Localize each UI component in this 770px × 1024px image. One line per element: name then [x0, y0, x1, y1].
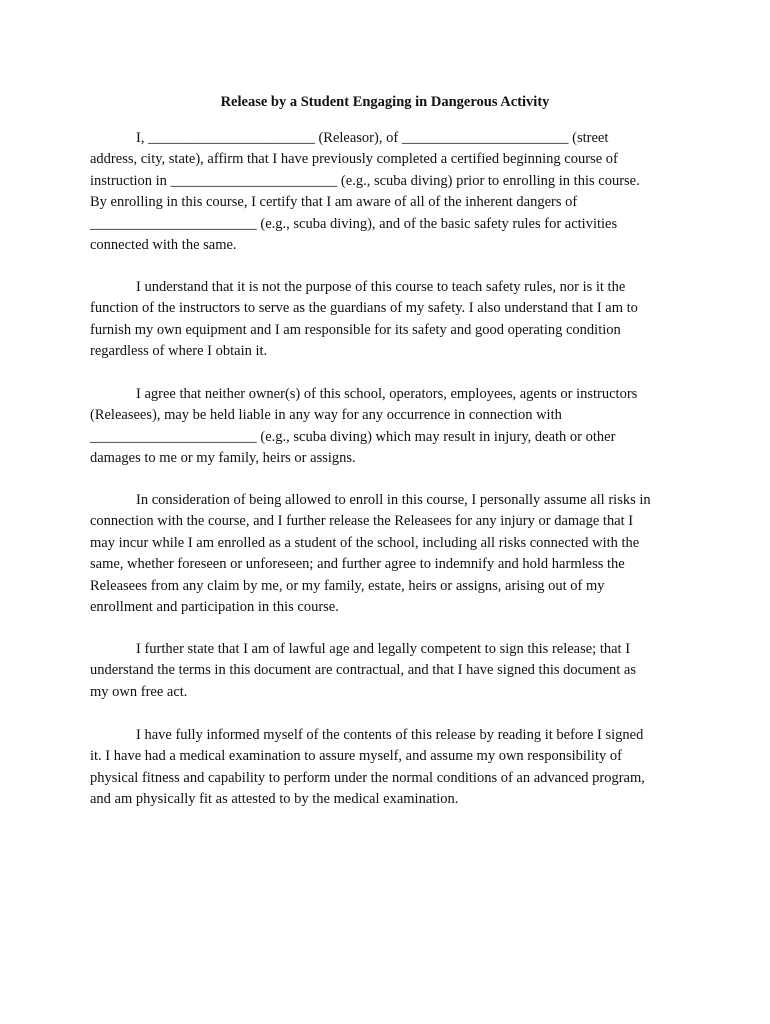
paragraph-legal-competence	[90, 639, 690, 703]
paragraph-line: Releasees from any claim by me, or my family, estate, heirs or assigns, arising out of my	[90, 577, 605, 594]
document-title: Release by a Student Engaging in Dangerous Activity	[220, 94, 550, 110]
paragraph-line: (Releasees), may be held liable in any way for any occurrence in connection with	[90, 407, 562, 424]
paragraph-line: I understand that it is not the purpose of this course to teach safety rules, nor is it the	[136, 279, 626, 295]
paragraph-line: _______________________ (e.g., scuba diving), and of the basic safety rules for activities	[90, 215, 618, 232]
paragraph-line: and am physically fit as attested to by the medical examination.	[90, 791, 459, 808]
paragraph-line: physical fitness and capability to perform under the normal conditions of an advanced program,	[90, 769, 645, 786]
paragraph-line: I agree that neither owner(s) of this school, operators, employees, agents or instructors	[136, 386, 638, 402]
paragraph-liability-agreement	[90, 384, 690, 470]
paragraph-line: may incur while I am enrolled as a student of the school, including all risks connected with the	[90, 534, 640, 551]
paragraph-line: connected with the same.	[90, 236, 237, 253]
paragraph-line: In consideration of being allowed to enroll in this course, I personally assume all risks in	[136, 492, 651, 508]
paragraph-safety-understanding	[90, 277, 690, 363]
paragraph-assumption-of-risk	[90, 490, 690, 618]
paragraph-line: By enrolling in this course, I certify that I am aware of all of the inherent dangers of	[90, 194, 578, 211]
paragraph-line: function of the instructors to serve as the guardians of my safety. I also understand that I am to	[90, 300, 638, 317]
paragraph-line: furnish my own equipment and I am responsible for its safety and good operating condition	[90, 321, 621, 338]
paragraph-line: my own free act.	[90, 683, 188, 700]
paragraph-line: damages to me or my family, heirs or assigns.	[90, 450, 356, 467]
paragraph-releasor-affirmation	[90, 128, 690, 256]
paragraph-line: connection with the course, and I further release the Releasees for any injury or damage that I	[90, 513, 634, 530]
paragraph-line: I, _______________________ (Releasor), of _______________________ (street	[136, 130, 609, 146]
paragraph-line: I have fully informed myself of the contents of this release by reading it before I signed	[136, 727, 644, 743]
paragraph-medical-fitness	[90, 725, 690, 811]
paragraph-line: it. I have had a medical examination to assure myself, and assume my own responsibility of	[90, 748, 622, 765]
paragraph-line: address, city, state), affirm that I have previously completed a certified beginning course of	[90, 151, 618, 168]
paragraph-line: understand the terms in this document are contractual, and that I have signed this document as	[90, 662, 637, 679]
paragraph-line: regardless of where I obtain it.	[90, 343, 268, 360]
paragraph-line: instruction in _______________________ (e.g., scuba diving) prior to enrolling in this course.	[90, 172, 640, 189]
paragraph-line: I further state that I am of lawful age and legally competent to sign this release; that I	[136, 641, 631, 657]
paragraph-line: same, whether foreseen or unforeseen; and further agree to indemnify and hold harmless the	[90, 556, 625, 573]
paragraph-line: _______________________ (e.g., scuba diving) which may result in injury, death or other	[90, 428, 616, 445]
paragraph-line: enrollment and participation in this course.	[90, 598, 339, 615]
